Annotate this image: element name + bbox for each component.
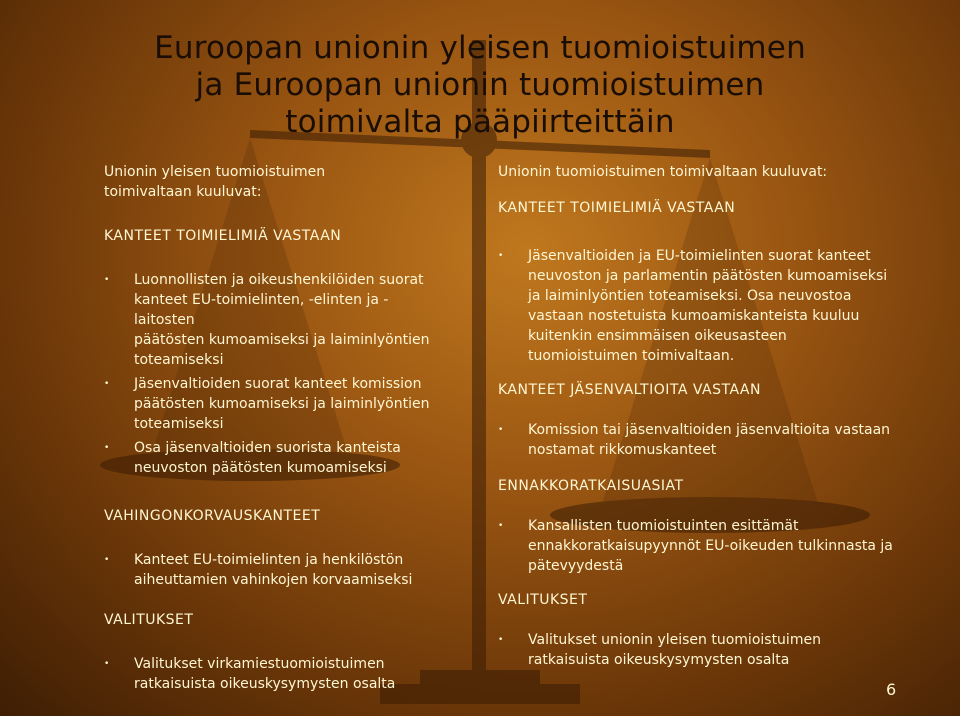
right-heading-appeals: VALITUKSET (498, 592, 588, 608)
left-intro-1: Unionin yleisen tuomioistuimen (104, 164, 326, 180)
list-item: • Komission tai jäsenvaltioiden jäsenvaltioita vastaan nostamat rikkomuskanteet (498, 420, 918, 460)
court-of-justice-column (498, 162, 918, 674)
left-heading-actions: KANTEET TOIMIELIMIÄ VASTAAN (104, 228, 342, 244)
list-item: • Valitukset virkamiestuomioistuimen ratkaisuista oikeuskysymysten osalta (104, 654, 440, 694)
left-list-damages (104, 550, 440, 590)
page-number: 6 (886, 680, 897, 699)
left-heading-appeals: VALITUKSET (104, 612, 194, 628)
title-line-2: ja Euroopan unionin tuomioistuimen (195, 67, 765, 103)
right-heading-preliminary: ENNAKKORATKAISUASIAT (498, 478, 684, 494)
list-item: • Jäsenvaltioiden suorat kanteet komission päätösten kumoamiseksi ja laiminlyöntien toteamiseksi (104, 374, 440, 434)
list-item: • Valitukset unionin yleisen tuomioistuimen ratkaisuista oikeuskysymysten osalta (498, 630, 918, 670)
right-heading-actions: KANTEET TOIMIELIMIÄ VASTAAN (498, 200, 736, 216)
list-item: • Kansallisten tuomioistuinten esittämät ennakkoratkaisupyynnöt EU-oikeuden tulkinnasta ja pätevyydestä (498, 516, 918, 576)
list-item: • Luonnollisten ja oikeushenkilöiden suorat kanteet EU-toimielinten, -elinten ja -laitosten päätösten kumoamiseksi ja laiminlyöntien toteamiseksi (104, 270, 440, 370)
list-item: • Osa jäsenvaltioiden suorista kanteista neuvoston päätösten kumoamiseksi (104, 438, 440, 478)
right-list-member-states (498, 420, 918, 460)
right-list-preliminary (498, 516, 918, 576)
right-heading-member-states: KANTEET JÄSENVALTIOITA VASTAAN (498, 382, 761, 398)
right-intro: Unionin tuomioistuimen toimivaltaan kuuluvat: (498, 164, 828, 180)
general-court-column (104, 162, 440, 698)
left-heading-damages: VAHINGONKORVAUSKANTEET (104, 508, 321, 524)
left-list-actions (104, 270, 440, 478)
left-intro-2: toimivaltaan kuuluvat: (104, 184, 262, 200)
right-list-appeals (498, 630, 918, 670)
list-item: • Kanteet EU-toimielinten ja henkilöstön aiheuttamien vahinkojen korvaamiseksi (104, 550, 440, 590)
title-line-1: Euroopan unionin yleisen tuomioistuimen (154, 30, 806, 66)
page-title (110, 30, 850, 141)
right-list-actions (498, 246, 918, 366)
title-line-3: toimivalta pääpiirteittäin (285, 104, 675, 140)
list-item: • Jäsenvaltioiden ja EU-toimielinten suorat kanteet neuvoston ja parlamentin päätösten kumoamiseksi ja laiminlyöntien toteamiseksi. Osa neuvostoa vastaan nostetuista kumoamiskanteista kuuluu kuitenkin ensimmäisen oikeusasteen tuomioistuimen toimivaltaan. (498, 246, 918, 366)
left-list-appeals (104, 654, 440, 694)
